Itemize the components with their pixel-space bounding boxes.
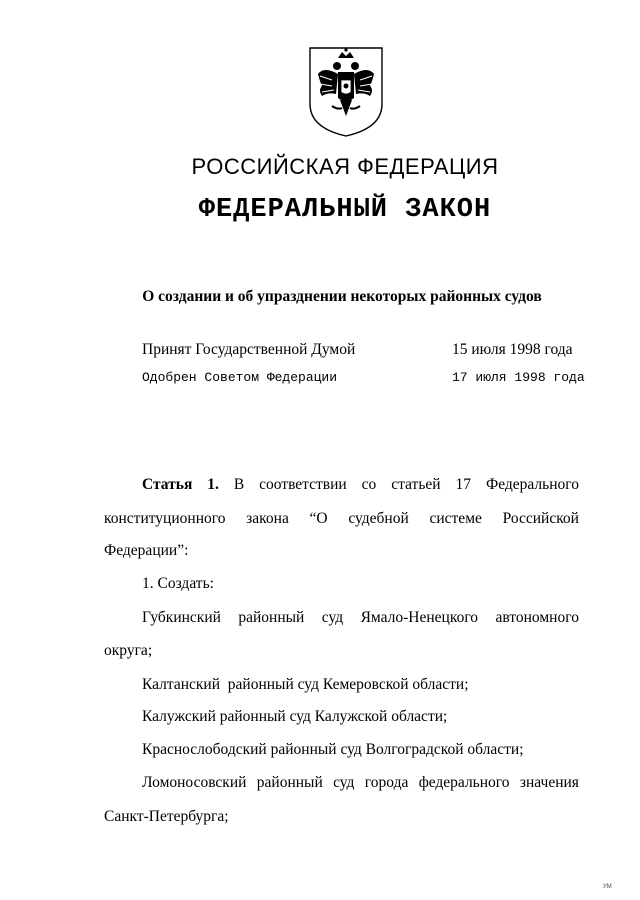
court-word: значения <box>519 774 579 791</box>
court-word: Губкинский <box>142 609 221 626</box>
article-word: судебной <box>348 510 409 527</box>
article-word: закона <box>246 510 289 527</box>
article-word: Федерального <box>485 476 579 493</box>
adopted-label: Принят Государственной Думой <box>142 341 356 358</box>
article-word: системе <box>429 510 482 527</box>
article-word: статьей <box>391 476 441 493</box>
court-word: суд <box>333 774 355 791</box>
court-word: города <box>364 774 409 791</box>
article-word: соответствии <box>259 476 347 493</box>
article-1-line-1 <box>142 476 579 494</box>
court-5-line-2: Санкт-Петербурга; <box>104 808 229 825</box>
court-1-line-2: округа; <box>104 642 153 659</box>
court-word: суд <box>321 609 344 626</box>
article-word: В <box>233 476 245 493</box>
article-word: 1. <box>207 476 219 493</box>
law-title: О создании и об упразднении некоторых районных судов <box>142 288 542 305</box>
article-word: конституционного <box>104 510 226 527</box>
court-1-line-1 <box>142 609 579 627</box>
court-5-line-1 <box>142 774 579 792</box>
court-word: Ямало-Ненецкого <box>360 609 479 626</box>
coat-of-arms-emblem <box>308 44 384 138</box>
article-1-line-3: Федерации”: <box>104 542 189 559</box>
article-word: Российской <box>502 510 579 527</box>
court-word: Ломоносовский <box>142 774 247 791</box>
court-2: Калтанский районный суд Кемеровской области; <box>142 676 469 693</box>
court-word: районный <box>238 609 305 626</box>
create-heading: 1. Создать: <box>142 575 214 592</box>
court-word: федерального <box>418 774 510 791</box>
court-word: автономного <box>495 609 579 626</box>
article-word: со <box>361 476 377 493</box>
adopted-date: 15 июля 1998 года <box>452 341 573 358</box>
article-word: Статья <box>142 476 193 493</box>
country-name: РОССИЙСКАЯ ФЕДЕРАЦИЯ <box>191 154 499 179</box>
document-type: ФЕДЕРАЛЬНЫЙ ЗАКОН <box>198 195 492 225</box>
article-1-line-2 <box>104 510 579 528</box>
scan-mark: УМ <box>603 884 612 890</box>
court-4: Краснослободский районный суд Волгоградской области; <box>142 741 524 758</box>
court-3: Калужский районный суд Калужской области; <box>142 708 448 725</box>
article-word: 17 <box>455 476 472 493</box>
approved-date: 17 июля 1998 года <box>452 370 585 385</box>
court-word: районный <box>256 774 323 791</box>
article-word: “О <box>309 510 328 527</box>
approved-label: Одобрен Советом Федерации <box>142 370 338 385</box>
